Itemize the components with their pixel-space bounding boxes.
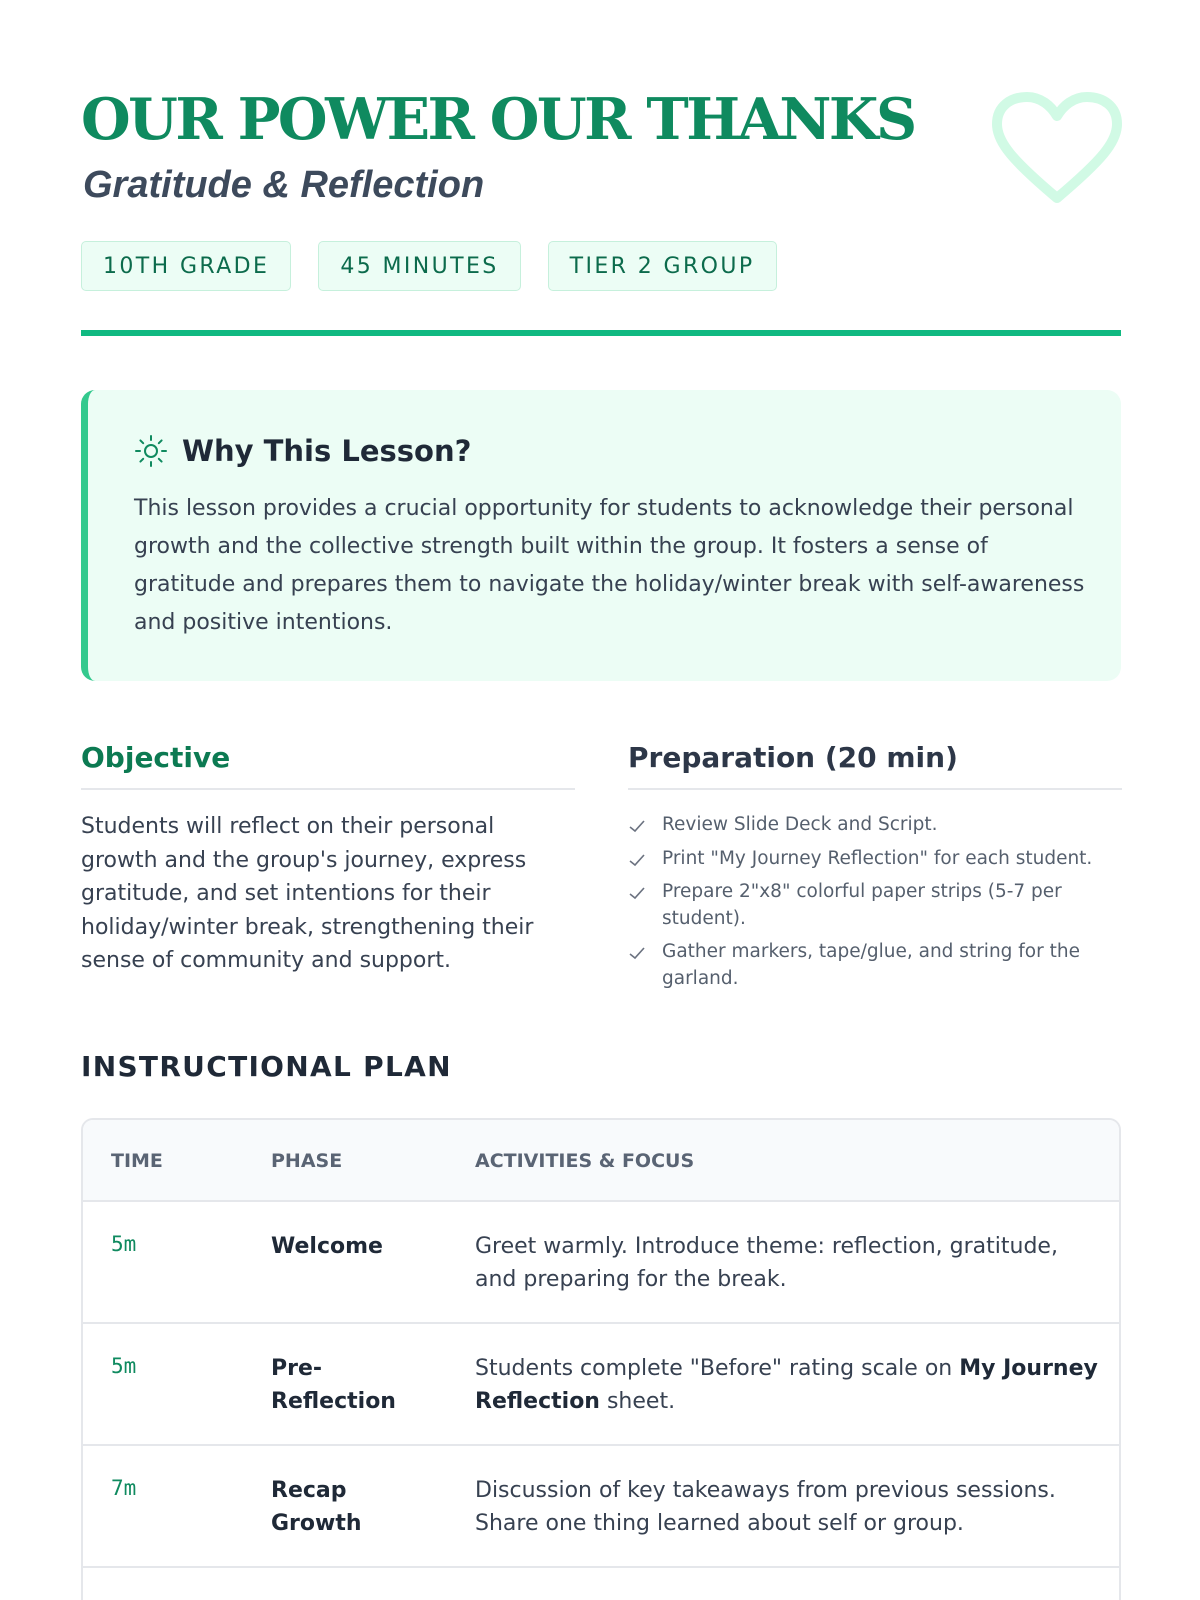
row-activity: Discussion of key takeaways from previous sessions. Share one thing learned about self or group.: [475, 1478, 1056, 1536]
row-time: 5m: [111, 1232, 137, 1256]
row-activity-text: Students complete "Before" rating scale on: [475, 1356, 960, 1381]
instructional-plan-heading: INSTRUCTIONAL PLAN: [81, 1050, 452, 1083]
preparation-list: [628, 812, 1122, 999]
table-row: [83, 1324, 1119, 1446]
row-phase: Recap Growth: [271, 1478, 362, 1536]
preparation-item: [628, 879, 1122, 932]
preparation-item: [628, 846, 1122, 873]
check-icon: [628, 818, 646, 834]
preparation-item-text: Review Slide Deck and Script.: [662, 814, 938, 835]
heart-icon: [992, 92, 1122, 207]
preparation-item: [628, 939, 1122, 992]
row-phase: Welcome: [271, 1234, 383, 1259]
lesson-plan-page: [81, 0, 1121, 1600]
grade-badge: 10TH GRADE: [81, 241, 291, 291]
preparation-item: [628, 812, 1122, 839]
badge-row: [81, 241, 777, 291]
preparation-heading: Preparation (20 min): [628, 741, 1122, 790]
check-icon: [628, 945, 646, 961]
objective-text: Students will reflect on their personal growth and the group's journey, express gratitude, and set intentions for their holiday/winter break, strengthening their sense of community and support.: [81, 814, 534, 973]
row-time: 7m: [111, 1476, 137, 1500]
row-activity-emphasis: My Journey Reflection: [475, 1356, 1098, 1414]
duration-badge: 45 MINUTES: [318, 241, 520, 291]
table-row: [83, 1202, 1119, 1324]
header-divider: [81, 330, 1121, 336]
column-header-phase: PHASE: [271, 1150, 343, 1172]
table-header: [83, 1120, 1119, 1202]
preparation-item-text: Print "My Journey Reflection" for each student.: [662, 847, 1093, 869]
sun-icon: [134, 434, 168, 468]
tier-badge: TIER 2 GROUP: [548, 241, 777, 291]
check-icon: [628, 852, 646, 868]
why-lesson-text: This lesson provides a crucial opportunity for students to acknowledge their personal growth and the collective strength built within the group. It fosters a sense of gratitude and prepares them to navigate the holiday/winter break with self-awareness and positive intentions.: [134, 496, 1085, 635]
column-header-time: TIME: [111, 1150, 163, 1172]
why-lesson-header: [134, 434, 471, 468]
row-activity: [475, 1352, 1100, 1418]
page-title: OUR POWER OUR THANKS: [81, 86, 915, 153]
why-lesson-panel: [81, 390, 1121, 681]
table-row: [83, 1446, 1119, 1568]
instructional-plan-table: [81, 1118, 1121, 1600]
column-header-activities: ACTIVITIES & FOCUS: [475, 1150, 695, 1172]
preparation-item-text: Gather markers, tape/glue, and string for the garland.: [662, 941, 1080, 989]
why-lesson-title: Why This Lesson?: [182, 434, 472, 468]
row-phase: Pre-Reflection: [271, 1356, 396, 1414]
objective-heading: Objective: [81, 741, 575, 790]
check-icon: [628, 885, 646, 901]
preparation-item-text: Prepare 2"x8" colorful paper strips (5-7 per student).: [662, 881, 1062, 929]
row-time: 5m: [111, 1354, 137, 1378]
table-row-partial: [83, 1568, 1119, 1600]
row-activity: Greet warmly. Introduce theme: reflection, gratitude, and preparing for the break.: [475, 1234, 1058, 1292]
row-activity-text-end: sheet.: [599, 1389, 676, 1414]
page-subtitle: Gratitude & Reflection: [83, 164, 485, 206]
